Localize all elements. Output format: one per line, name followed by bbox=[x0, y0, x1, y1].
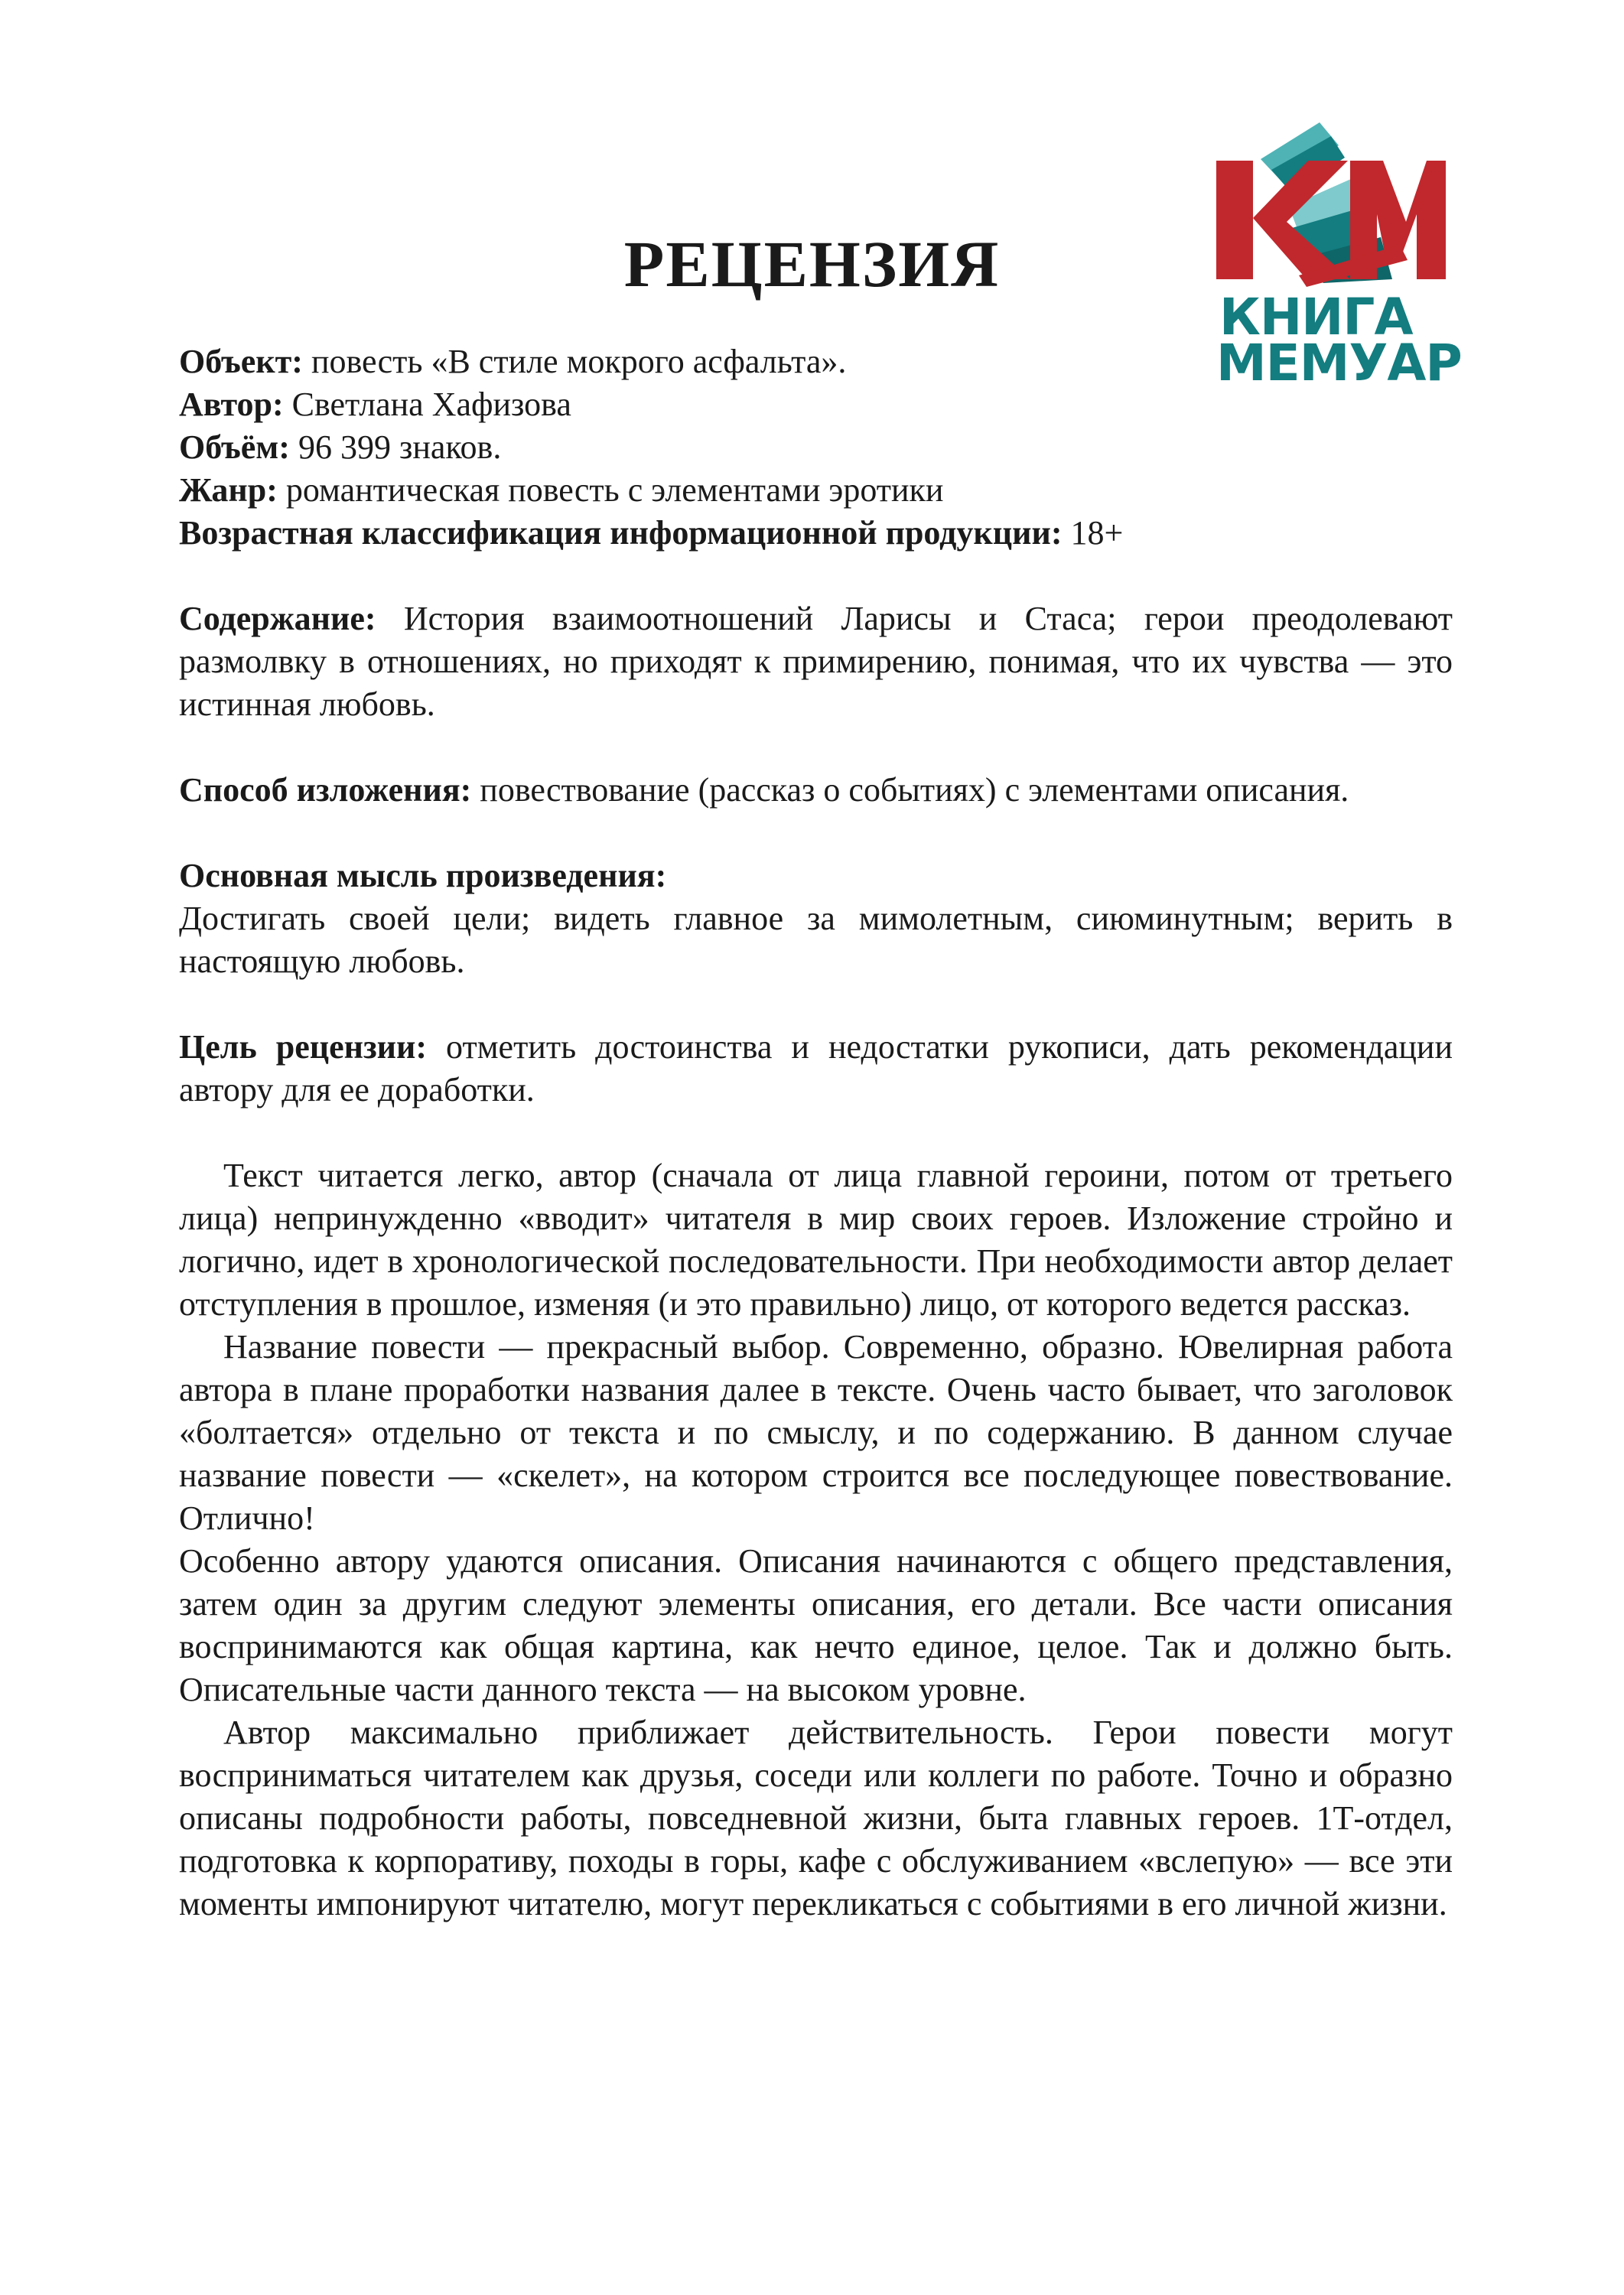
logo-line-1: КНИГА bbox=[1219, 288, 1413, 347]
body-paragraph-4: Автор максимально приближает действительность. Герои повести могут восприниматься читателем как друзья, соседи или коллеги по работе. Точно и образно описаны подробности работы, повседневной жизни, быта главных героев. 1Т-отдел, подготовка к корпоративу, походы в горы, кафе с обслуживанием «вслепую» — все эти моменты импонируют читателю, могут перекликаться с событиями в его личной жизни. bbox=[179, 1714, 1453, 1922]
logo-line-2: МЕМУАР bbox=[1216, 334, 1462, 392]
section-method-label: Способ изложения: bbox=[179, 771, 472, 809]
meta-volume bbox=[179, 426, 1453, 469]
meta-genre-value: романтическая повесть с элементами эротики bbox=[277, 471, 944, 509]
section-method bbox=[179, 769, 1453, 812]
meta-genre bbox=[179, 469, 1453, 512]
section-goal-label: Цель рецензии: bbox=[179, 1028, 428, 1066]
page-title: РЕЦЕНЗИЯ bbox=[623, 227, 1001, 301]
meta-object-value: повесть «В стиле мокрого асфальта». bbox=[302, 343, 847, 380]
meta-volume-label: Объём: bbox=[179, 428, 290, 466]
section-content-label: Содержание: bbox=[179, 600, 376, 637]
section-goal bbox=[179, 1026, 1453, 1112]
meta-author bbox=[179, 383, 1453, 426]
meta-object bbox=[179, 340, 1453, 383]
meta-age-label: Возрастная классификация информационной продукции: bbox=[179, 514, 1063, 552]
body-paragraph-2: Название повести — прекрасный выбор. Современно, образно. Ювелирная работа автора в плане проработки названия далее в тексте. Очень часто бывает, что заголовок «болтается» отдельно от текста и по смыслу, и по содержанию. В данном случае название повести — «скелет», на котором строится все последующее повествование. Отлично! bbox=[179, 1328, 1453, 1537]
section-method-text: повествование (рассказ о событиях) с элементами описания. bbox=[471, 771, 1349, 809]
meta-volume-value: 96 399 знаков. bbox=[289, 428, 502, 466]
meta-age-value: 18+ bbox=[1062, 514, 1124, 552]
review-content bbox=[179, 334, 1462, 1926]
meta-object-label: Объект: bbox=[179, 343, 303, 380]
section-idea-heading bbox=[179, 855, 1453, 897]
meta-age bbox=[179, 512, 1453, 555]
meta-author-label: Автор: bbox=[179, 386, 284, 423]
section-goal-text: отметить достоинства и недостатки рукописи, дать рекомендации автору для ее доработки. bbox=[179, 1028, 1453, 1108]
section-content-text: История взаимоотношений Ларисы и Стаса; герои преодолевают размолвку в отношениях, но приходят к примирению, понимая, что их чувства — это истинная любовь. bbox=[179, 600, 1453, 723]
meta-genre-label: Жанр: bbox=[179, 471, 278, 509]
section-content bbox=[179, 597, 1453, 726]
body-paragraph-3: Особенно автору удаются описания. Описания начинаются с общего представления, затем один за другим следуют элементы описания, его детали. Все части описания воспринимаются как общая картина, как нечто единое, целое. Так и должно быть. Описательные части данного текста — на высоком уровне. bbox=[179, 1542, 1453, 1708]
meta-author-value: Светлана Хафизова bbox=[283, 386, 571, 423]
section-idea-label: Основная мысль произведения: bbox=[179, 857, 667, 894]
body-paragraph-1: Текст читается легко, автор (сначала от лица главной героини, потом от третьего лица) непринужденно «вводит» читателя в мир своих героев. Изложение стройно и логично, идет в хронологической последовательности. При необходимости автор делает отступления в прошлое, изменяя (и это правильно) лицо, от которого ведется рассказ. bbox=[179, 1157, 1453, 1323]
section-idea-text: Достигать своей цели; видеть главное за мимолетным, сиюминутным; верить в настоящую любовь. bbox=[179, 900, 1453, 980]
